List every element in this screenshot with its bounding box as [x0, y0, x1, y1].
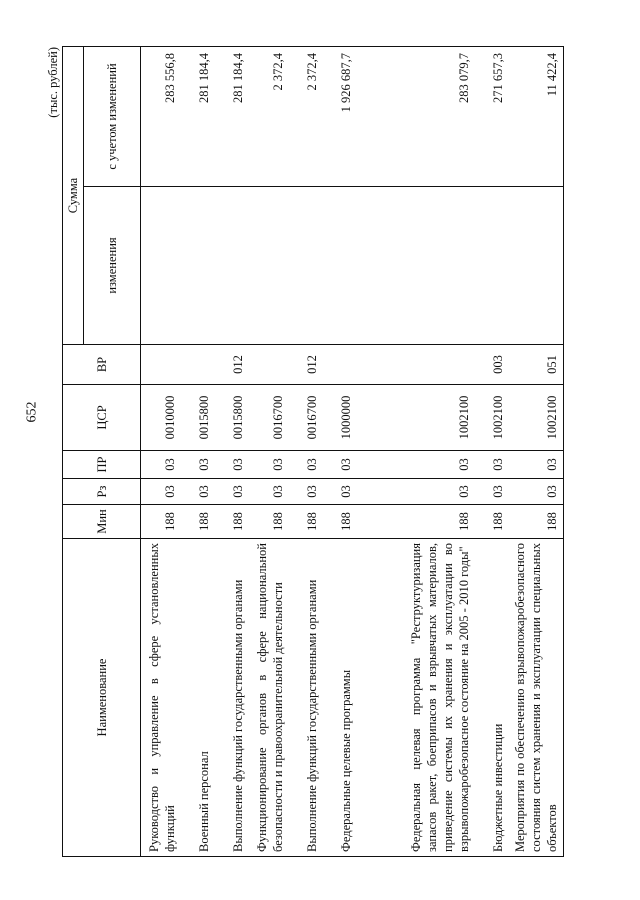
row-min: 188	[181, 505, 215, 539]
row-min: 188	[475, 505, 509, 539]
row-total: 281 184,4	[181, 47, 215, 187]
row-pr: 03	[357, 451, 475, 479]
table-row	[215, 47, 249, 857]
row-rz: 03	[357, 479, 475, 505]
row-changes	[475, 187, 509, 345]
header-pr: ПР	[63, 451, 141, 479]
row-total: 283 079,7	[357, 47, 475, 187]
row-name: Бюджетные инвестиции	[475, 539, 509, 857]
row-name: Выполнение функций государственными органами	[289, 539, 323, 857]
header-rz: Рз	[63, 479, 141, 505]
row-vr: 003	[475, 345, 509, 385]
row-total: 2 372,4	[249, 47, 289, 187]
table-row	[289, 47, 323, 857]
header-min: Мин	[63, 505, 141, 539]
row-rz: 03	[475, 479, 509, 505]
row-vr: 051	[509, 345, 564, 385]
row-rz: 03	[289, 479, 323, 505]
header-csr: ЦСР	[63, 385, 141, 451]
header-sum: Сумма	[63, 47, 84, 345]
row-total: 11 422,4	[509, 47, 564, 187]
table-header	[63, 47, 141, 857]
row-changes	[215, 187, 249, 345]
row-csr: 1002100	[357, 385, 475, 451]
row-vr	[181, 345, 215, 385]
row-changes	[323, 187, 357, 345]
table-body	[141, 47, 564, 857]
header-with-changes: с учетом изменений	[84, 47, 141, 187]
row-rz: 03	[323, 479, 357, 505]
row-changes	[181, 187, 215, 345]
table-row	[249, 47, 289, 857]
row-min: 188	[357, 505, 475, 539]
row-total: 2 372,4	[289, 47, 323, 187]
row-vr: 012	[215, 345, 249, 385]
row-pr: 03	[249, 451, 289, 479]
row-rz: 03	[249, 479, 289, 505]
row-changes	[509, 187, 564, 345]
row-min: 188	[323, 505, 357, 539]
table-row	[509, 47, 564, 857]
row-min: 188	[141, 505, 182, 539]
row-total: 281 184,4	[215, 47, 249, 187]
row-total: 271 657,3	[475, 47, 509, 187]
table-row	[323, 47, 357, 857]
row-vr	[323, 345, 357, 385]
table-row	[181, 47, 215, 857]
table-row	[357, 47, 475, 857]
row-vr	[249, 345, 289, 385]
row-vr	[141, 345, 182, 385]
row-vr	[357, 345, 475, 385]
row-name: Руководство и управление в сфере установленных функций	[141, 539, 182, 857]
row-min: 188	[215, 505, 249, 539]
header-changes: изменения	[84, 187, 141, 345]
row-rz: 03	[509, 479, 564, 505]
row-name: Функционирование органов в сфере национальной безопасности и правоохранительной деятельности	[249, 539, 289, 857]
budget-table	[62, 46, 564, 857]
row-pr: 03	[181, 451, 215, 479]
row-changes	[357, 187, 475, 345]
row-pr: 03	[475, 451, 509, 479]
row-pr: 03	[289, 451, 323, 479]
header-name: Наименование	[63, 539, 141, 857]
row-rz: 03	[215, 479, 249, 505]
row-rz: 03	[181, 479, 215, 505]
row-min: 188	[249, 505, 289, 539]
row-pr: 03	[215, 451, 249, 479]
row-total: 1 926 687,7	[323, 47, 357, 187]
row-name: Федеральные целевые программы	[323, 539, 357, 857]
row-rz: 03	[141, 479, 182, 505]
row-csr: 0010000	[141, 385, 182, 451]
row-csr: 0016700	[249, 385, 289, 451]
row-name: Выполнение функций государственными органами	[215, 539, 249, 857]
row-min: 188	[289, 505, 323, 539]
budget-table-rotated	[44, 47, 604, 857]
unit-note: (тыс. рублей)	[46, 47, 60, 118]
row-csr: 0015800	[215, 385, 249, 451]
row-pr: 03	[509, 451, 564, 479]
row-vr: 012	[289, 345, 323, 385]
row-name: Федеральная целевая программа "Реструктуризация запасов ракет, боеприпасов и взрывчатых материалов, приведение системы их хранения и эксплуатации во взрывопожаробезопасное состояние на 2005 - 2010 годы"	[357, 539, 475, 857]
row-name: Мероприятия по обеспечению взрывопожаробезопасного состояния систем хранения и эксплуатации специальных объектов	[509, 539, 564, 857]
row-csr: 1002100	[475, 385, 509, 451]
row-csr: 0015800	[181, 385, 215, 451]
row-name: Военный персонал	[181, 539, 215, 857]
row-total: 283 556,8	[141, 47, 182, 187]
table-row	[141, 47, 182, 857]
row-changes	[289, 187, 323, 345]
row-pr: 03	[141, 451, 182, 479]
header-vr: ВР	[63, 345, 141, 385]
page-number: 652	[24, 401, 40, 423]
table-row	[475, 47, 509, 857]
row-csr: 0016700	[289, 385, 323, 451]
row-csr: 1002100	[509, 385, 564, 451]
row-changes	[249, 187, 289, 345]
row-min: 188	[509, 505, 564, 539]
row-changes	[141, 187, 182, 345]
row-csr: 1000000	[323, 385, 357, 451]
row-pr: 03	[323, 451, 357, 479]
